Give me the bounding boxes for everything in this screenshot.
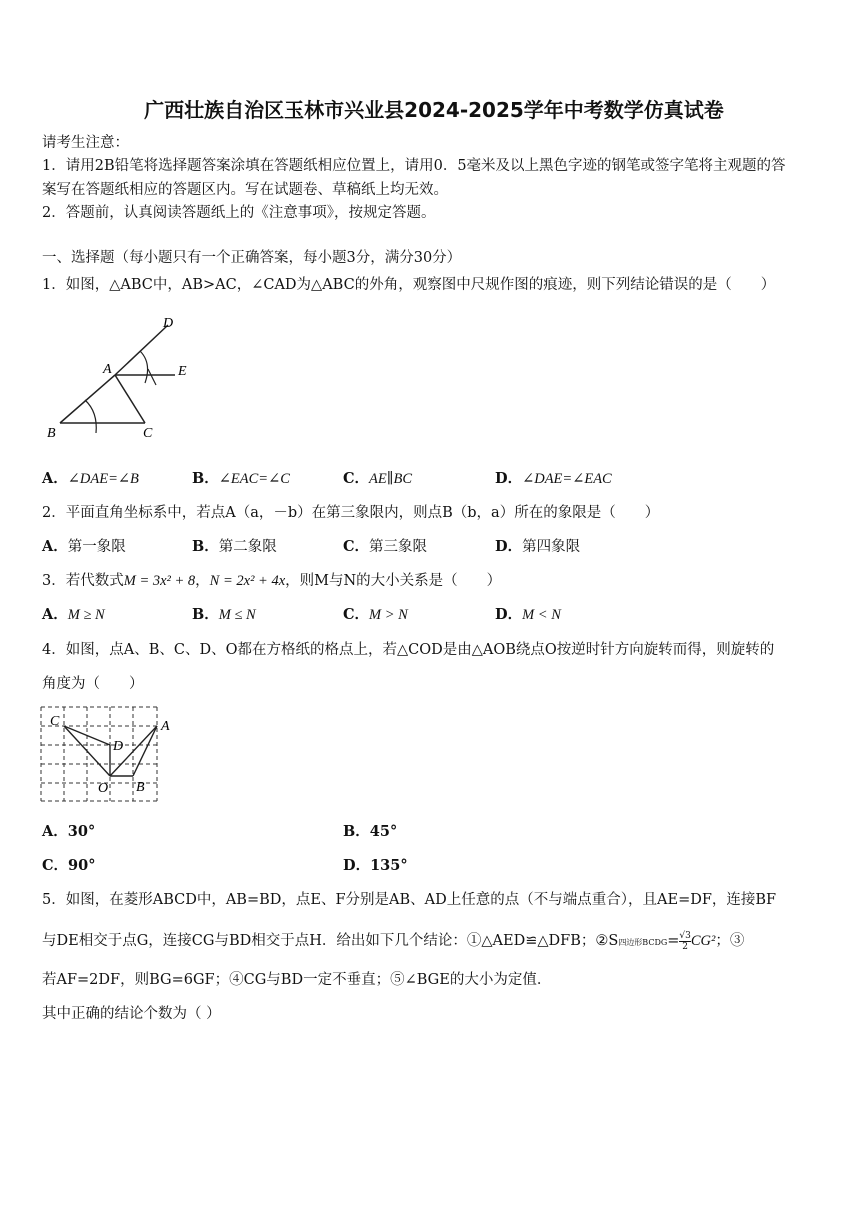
q1-label-b: B — [47, 426, 56, 441]
q3-expr-m: M = 3x² + 8 — [123, 573, 196, 589]
q1-label-d: D — [163, 316, 174, 331]
q4-label-b: B — [136, 780, 145, 795]
q2-option-a[interactable]: A．第一象限 — [42, 538, 126, 555]
question-2-text: 2．平面直角坐标系中，若点A（a，－b）在第三象限内，则点B（b，a）所在的象限是（ ） — [42, 505, 660, 521]
q3-expr-n: N = 2x² + 4x — [209, 573, 286, 589]
q4-option-d[interactable]: D．135° — [343, 857, 408, 874]
q1-option-c[interactable]: C．AE∥BC — [343, 470, 412, 487]
notice-line-2: 2．答题前，认真阅读答题纸上的《注意事项》，按规定答题。 — [42, 205, 436, 221]
question-4-text-1: 4．如图，点A、B、C、D、O都在方格纸的格点上，若△COD是由△AOB绕点O按逆时针方向旋转而得，则旋转的 — [42, 642, 775, 658]
section-heading: 一、选择题（每小题只有一个正确答案，每小题3分，满分30分） — [42, 250, 462, 266]
notice-line-1b: 案写在答题纸相应的答题区内。写在试题卷、草稿纸上均无效。 — [42, 182, 448, 198]
question-1-text: 1．如图，△ABC中，AB>AC，∠CAD为△ABC的外角，观察图中尺规作图的痕迹，则下列结论错误的是（ ） — [42, 277, 776, 293]
question-1-figure — [30, 305, 210, 445]
question-5-line-1: 5．如图，在菱形ABCD中，AB=BD，点E、F分别是AB、AD上任意的点（不与端点重合），且AE=DF，连接BF — [42, 892, 777, 908]
q4-label-d: D — [113, 739, 124, 754]
sqrt3-over-2: $\frac{√3}{2}$ — [679, 930, 691, 952]
question-4-text-2: 角度为（ ） — [42, 676, 144, 692]
question-3-text: 3．若代数式M = 3x² + 8，N = 2x² + 4x，则M与N的大小关系是（ ） — [42, 573, 502, 589]
q1-label-e: E — [178, 364, 187, 379]
notice-heading: 请考生注意： — [42, 135, 129, 151]
q3-option-a[interactable]: A．M ≥ N — [42, 606, 105, 623]
q3-option-b[interactable]: B．M ≤ N — [192, 606, 256, 623]
q1-option-d[interactable]: D．∠DAE=∠EAC — [495, 470, 612, 487]
q1-label-c: C — [143, 426, 153, 441]
question-4-figure — [40, 706, 180, 806]
q4-label-a: A — [161, 719, 170, 734]
question-5-line-3: 若AF=2DF，则BG=6GF；④CG与BD一定不垂直；⑤∠BGE的大小为定值． — [42, 972, 552, 988]
q4-option-b[interactable]: B．45° — [343, 823, 398, 840]
q1-option-a[interactable]: A．∠DAE=∠B — [42, 470, 139, 487]
q4-option-c[interactable]: C．90° — [42, 857, 96, 874]
question-5-line-4: 其中正确的结论个数为（ ） — [42, 1006, 221, 1022]
q2-option-c[interactable]: C．第三象限 — [343, 538, 428, 555]
q4-label-c: C — [50, 714, 60, 729]
q4-option-a[interactable]: A．30° — [42, 823, 96, 840]
q4-label-o: O — [98, 781, 109, 796]
page-title: 广西壮族自治区玉林市兴业县2024-2025学年中考数学仿真试卷 — [144, 98, 724, 122]
q2-option-b[interactable]: B．第二象限 — [192, 538, 277, 555]
q1-option-b[interactable]: B．∠EAC=∠C — [192, 470, 290, 487]
q1-label-a: A — [103, 362, 112, 377]
question-5-line-2: 与DE相交于点G，连接CG与BD相交于点H．给出如下几个结论：①△AED≌△DFB；②S四边形BCDG= $\frac{√3}{2}$ CG²；③ — [42, 930, 745, 952]
q3-option-d[interactable]: D．M < N — [495, 606, 561, 623]
q3-option-c[interactable]: C．M > N — [343, 606, 408, 623]
q2-option-d[interactable]: D．第四象限 — [495, 538, 581, 555]
notice-line-1a: 1．请用2B铅笔将选择题答案涂填在答题纸相应位置上，请用0．5毫米及以上黑色字迹的钢笔或签字笔将主观题的答 — [42, 158, 786, 174]
